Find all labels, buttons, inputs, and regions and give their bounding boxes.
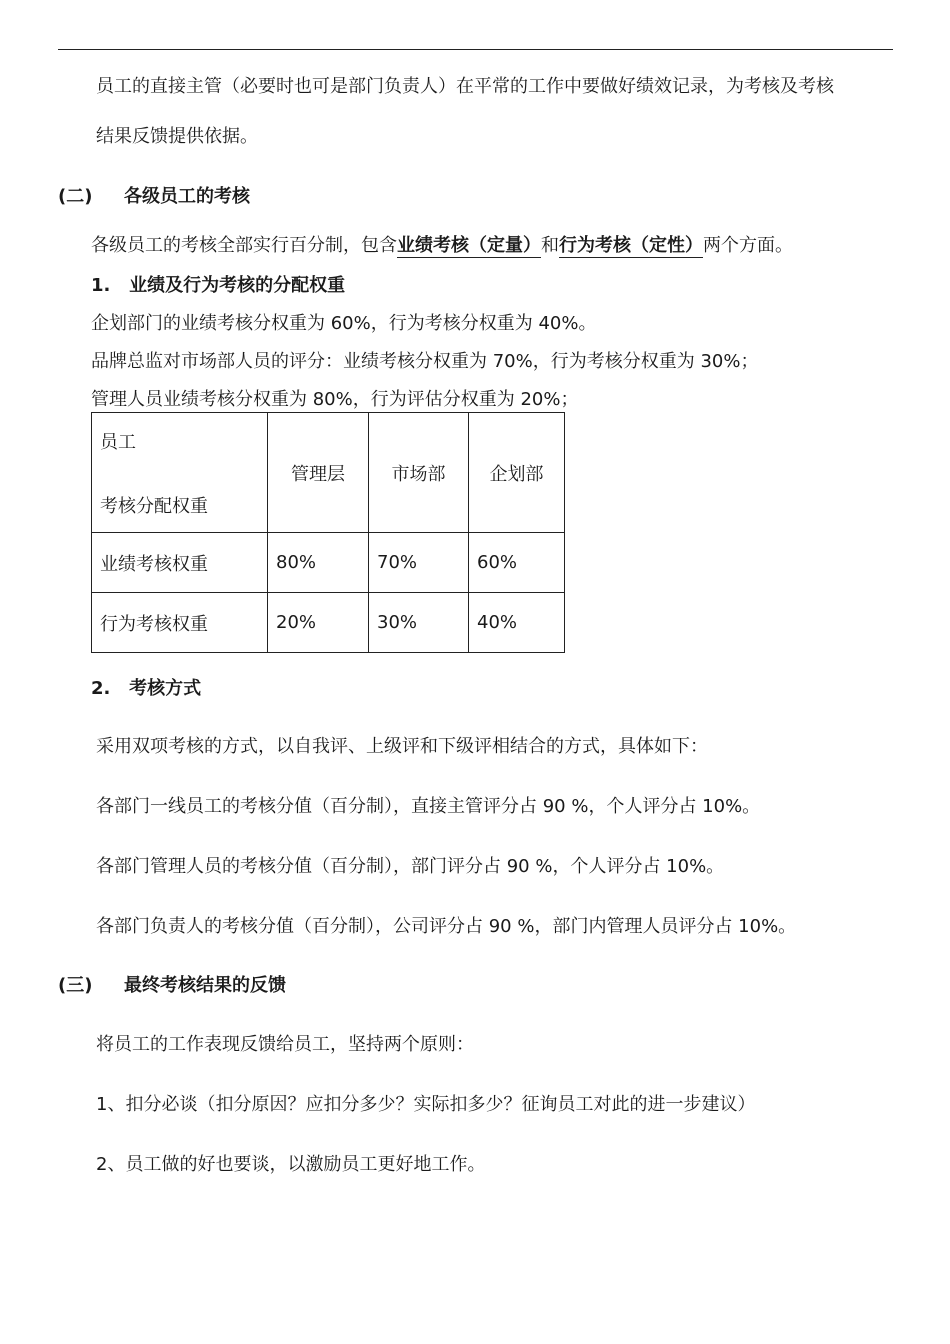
weight-table xyxy=(91,412,565,653)
method-line-intro: 采用双项考核的方式，以自我评、上级评和下级评相结合的方式，具体如下： xyxy=(96,736,708,757)
weight-line-market: 品牌总监对市场部人员的评分：业绩考核分权重为 70%，行为考核分权重为 30%； xyxy=(91,351,759,372)
row-label: 行为考核权重 xyxy=(92,593,268,653)
feedback-principle-1: 1、扣分必谈（扣分原因？应扣分多少？实际扣多少？征询员工对此的进一步建议） xyxy=(96,1094,756,1115)
method-line-managers: 各部门管理人员的考核分值（百分制），部门评分占 90 %，个人评分占 10%。 xyxy=(96,856,725,877)
desc-and: 和 xyxy=(541,235,559,256)
column-header-management: 管理层 xyxy=(268,413,369,533)
section-2-description xyxy=(91,237,793,255)
section-2-title: 各级员工的考核 xyxy=(124,186,250,207)
table-cell: 30% xyxy=(369,593,469,653)
desc-prefix: 各级员工的考核全部实行百分制，包含 xyxy=(91,235,397,256)
desc-behavior-term: 行为考核（定性） xyxy=(559,235,703,256)
column-header-market: 市场部 xyxy=(369,413,469,533)
section-2-number: (二) xyxy=(58,186,93,207)
table-cell: 40% xyxy=(469,593,565,653)
table-cell: 20% xyxy=(268,593,369,653)
desc-performance-term: 业绩考核（定量） xyxy=(397,235,541,256)
corner-label-bottom: 考核分配权重 xyxy=(100,495,208,517)
method-line-frontline: 各部门一线员工的考核分值（百分制），直接主管评分占 90 %，个人评分占 10%。 xyxy=(96,796,761,817)
table-header-row xyxy=(92,413,565,533)
desc-suffix: 两个方面。 xyxy=(703,235,793,256)
subsection-2-title: 2. 考核方式 xyxy=(91,678,202,699)
table-row xyxy=(92,533,565,593)
section-3-number: (三) xyxy=(58,975,93,996)
feedback-line-intro: 将员工的工作表现反馈给员工，坚持两个原则： xyxy=(96,1034,474,1055)
table-row xyxy=(92,593,565,653)
weight-line-management: 管理人员业绩考核分权重为 80%，行为评估分权重为 20%； xyxy=(91,389,579,410)
column-header-planning: 企划部 xyxy=(469,413,565,533)
intro-line-1: 员工的直接主管（必要时也可是部门负责人）在平常的工作中要做好绩效记录，为考核及考核 xyxy=(96,76,834,97)
corner-label-top: 员工 xyxy=(100,431,136,453)
subsection-1-title: 1. 业绩及行为考核的分配权重 xyxy=(91,275,346,296)
header-rule xyxy=(58,49,893,50)
table-cell: 70% xyxy=(369,533,469,593)
table-cell: 60% xyxy=(469,533,565,593)
table-corner-cell xyxy=(92,413,268,533)
section-3-title: 最终考核结果的反馈 xyxy=(124,975,286,996)
weight-line-planning: 企划部门的业绩考核分权重为 60%，行为考核分权重为 40%。 xyxy=(91,313,597,334)
method-line-heads: 各部门负责人的考核分值（百分制），公司评分占 90 %，部门内管理人员评分占 10%。 xyxy=(96,916,797,937)
table-cell: 80% xyxy=(268,533,369,593)
row-label: 业绩考核权重 xyxy=(92,533,268,593)
feedback-principle-2: 2、员工做的好也要谈，以激励员工更好地工作。 xyxy=(96,1154,486,1175)
intro-line-2: 结果反馈提供依据。 xyxy=(96,126,258,147)
